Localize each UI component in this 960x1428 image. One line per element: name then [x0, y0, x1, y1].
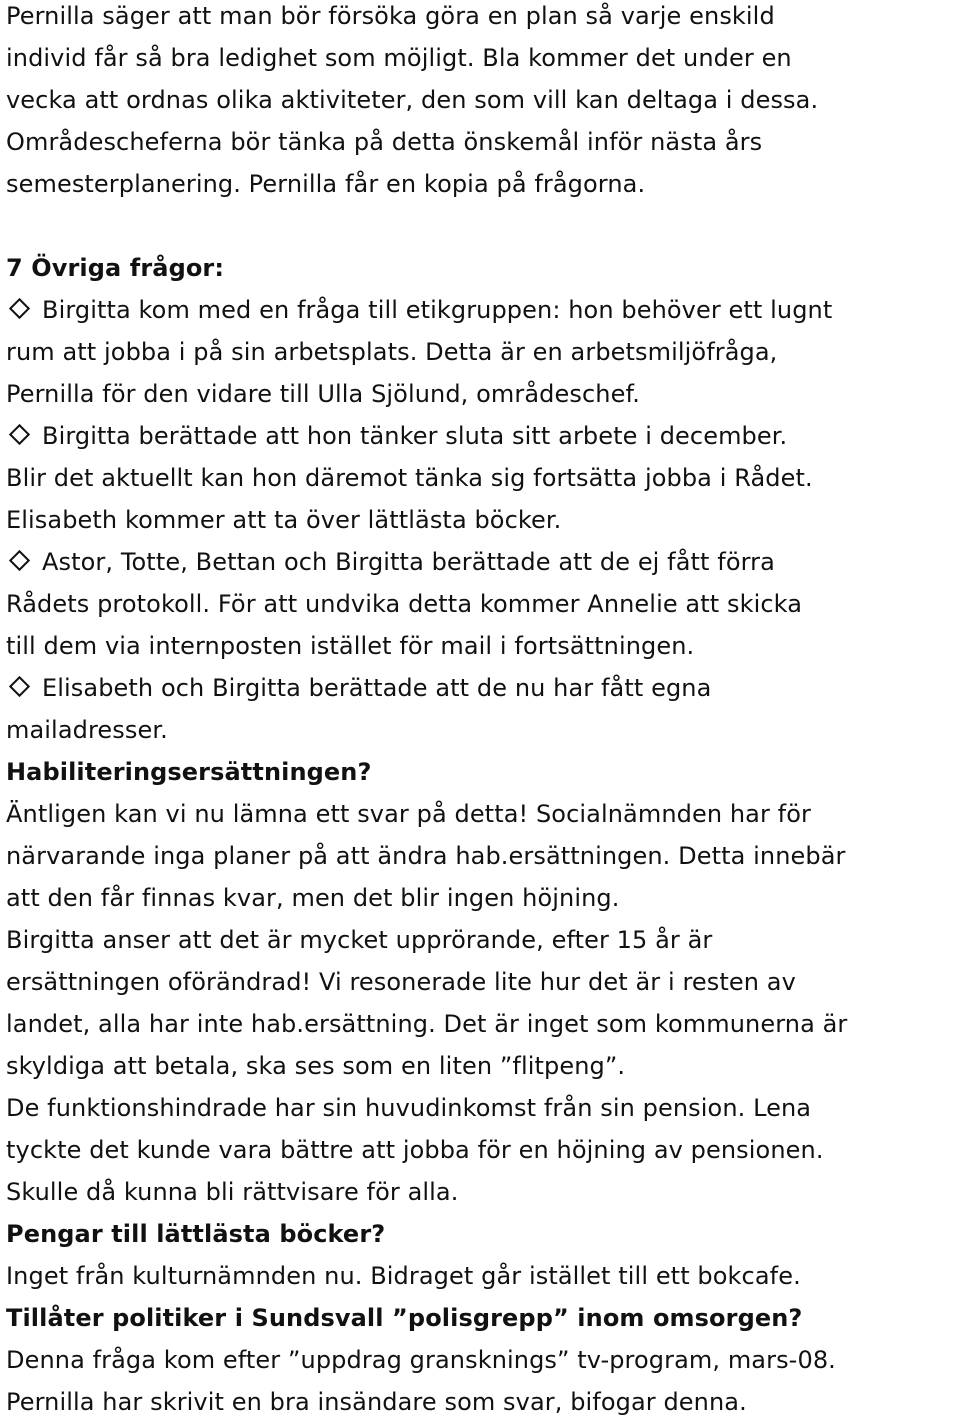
section-heading: Habiliteringsersättningen? — [6, 758, 372, 786]
bullet-text: Birgitta berättade att hon tänker sluta sitt arbete i december. — [42, 422, 788, 450]
diamond-bullet-icon — [9, 550, 30, 571]
text-line: närvarande inga planer på att ändra hab.ersättningen. Detta innebär — [6, 842, 846, 870]
text-line: tyckte det kunde vara bättre att jobba för en höjning av pensionen. — [6, 1136, 824, 1164]
section-heading: 7 Övriga frågor: — [6, 254, 225, 282]
text-line: Blir det aktuellt kan hon däremot tänka sig fortsätta jobba i Rådet. — [6, 464, 813, 492]
section-heading: Pengar till lättlästa böcker? — [6, 1220, 386, 1248]
text-line: att den får finnas kvar, men det blir ingen höjning. — [6, 884, 620, 912]
text-line: Äntligen kan vi nu lämna ett svar på detta! Socialnämnden har för — [6, 800, 811, 828]
section-heading: Tillåter politiker i Sundsvall ”polisgrepp” inom omsorgen? — [6, 1304, 803, 1332]
text-line: mailadresser. — [6, 716, 168, 744]
bullet-item — [6, 298, 832, 328]
text-line: Pernilla har skrivit en bra insändare som svar, bifogar denna. — [6, 1388, 747, 1416]
text-line: landet, alla har inte hab.ersättning. Det är inget som kommunerna är — [6, 1010, 848, 1038]
text-line: individ får så bra ledighet som möjligt. Bla kommer det under en — [6, 44, 792, 72]
text-line: Områdescheferna bör tänka på detta önskemål inför nästa års — [6, 128, 763, 156]
bullet-text: Birgitta kom med en fråga till etikgruppen: hon behöver ett lugnt — [42, 296, 833, 324]
text-line: Birgitta anser att det är mycket upprörande, efter 15 år är — [6, 926, 713, 954]
text-line: Pernilla för den vidare till Ulla Sjölund, områdeschef. — [6, 380, 640, 408]
text-line: Denna fråga kom efter ”uppdrag gransknings” tv-program, mars-08. — [6, 1346, 836, 1374]
text-line: vecka att ordnas olika aktiviteter, den som vill kan deltaga i dessa. — [6, 86, 819, 114]
text-line: skyldiga att betala, ska ses som en liten ”flitpeng”. — [6, 1052, 626, 1080]
text-line: Skulle då kunna bli rättvisare för alla. — [6, 1178, 459, 1206]
text-line: semesterplanering. Pernilla får en kopia på frågorna. — [6, 170, 646, 198]
text-line: ersättningen oförändrad! Vi resonerade lite hur det är i resten av — [6, 968, 796, 996]
diamond-bullet-icon — [9, 676, 30, 697]
text-line: Rådets protokoll. För att undvika detta kommer Annelie att skicka — [6, 590, 803, 618]
text-line: Inget från kulturnämnden nu. Bidraget går istället till ett bokcafe. — [6, 1262, 801, 1290]
text-line: De funktionshindrade har sin huvudinkomst från sin pension. Lena — [6, 1094, 812, 1122]
bullet-item — [6, 424, 787, 454]
bullet-text: Astor, Totte, Bettan och Birgitta berättade att de ej fått förra — [42, 548, 775, 576]
bullet-item — [6, 550, 775, 580]
bullet-item — [6, 676, 711, 706]
text-line: Elisabeth kommer att ta över lättlästa böcker. — [6, 506, 562, 534]
diamond-bullet-icon — [9, 424, 30, 445]
diamond-bullet-icon — [9, 298, 30, 319]
text-line: Pernilla säger att man bör försöka göra en plan så varje enskild — [6, 2, 775, 30]
text-line: till dem via internposten istället för mail i fortsättningen. — [6, 632, 695, 660]
bullet-text: Elisabeth och Birgitta berättade att de nu har fått egna — [42, 674, 712, 702]
text-line: rum att jobba i på sin arbetsplats. Detta är en arbetsmiljöfråga, — [6, 338, 778, 366]
